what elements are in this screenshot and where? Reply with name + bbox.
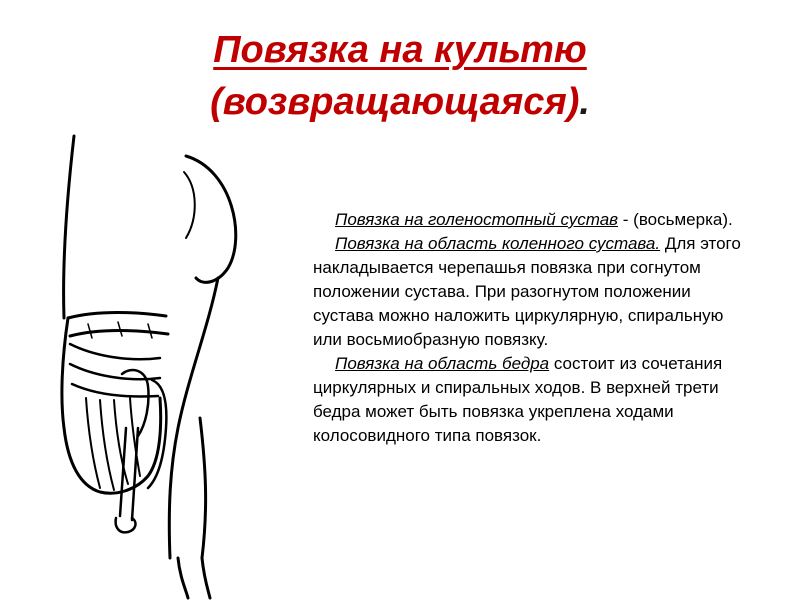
title-line-1: Повязка на культю [213, 29, 587, 71]
title-line-2: (возвращающаяся) [210, 81, 580, 123]
link-thigh[interactable]: Повязка на область бедра [335, 354, 550, 373]
paragraph-ankle-rest: - (восьмерка). [618, 210, 733, 229]
paragraph-ankle [313, 208, 753, 232]
thigh-stump-bandage-illustration [58, 128, 308, 600]
paragraph-knee-rest: Для этого накладывается черепашья повязка при согнутом положении сустава. При разогнутом положении сустава можно наложить циркулярную, спиральную или восьмиобразную повязку. [313, 234, 741, 349]
title-dot: . [579, 81, 590, 123]
link-ankle[interactable]: Повязка на голеностопный сустав [335, 210, 619, 229]
paragraph-thigh [313, 352, 753, 448]
slide-title [0, 24, 800, 128]
paragraph-knee [313, 232, 753, 352]
paragraph-thigh-rest: состоит из сочетания циркулярных и спиральных ходов. В верхней трети бедра может быть повязка укреплена ходами колосовидного типа повязок. [313, 354, 723, 445]
link-knee[interactable]: Повязка на область коленного сустава. [335, 234, 661, 253]
body-text [313, 208, 753, 448]
